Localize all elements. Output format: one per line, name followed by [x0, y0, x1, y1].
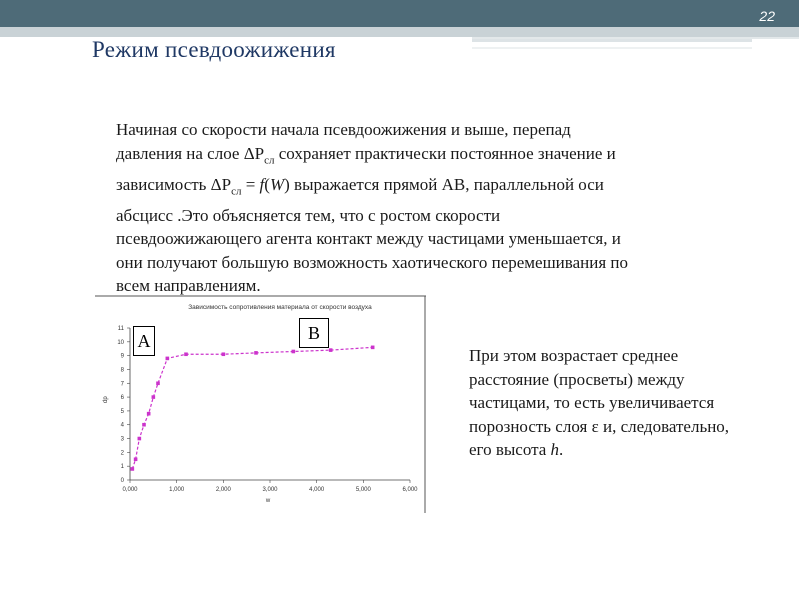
- side-paragraph: [469, 344, 779, 462]
- y-tick-label: 2: [120, 450, 124, 457]
- x-tick-label: 5,000: [355, 487, 371, 493]
- y-tick-label: 10: [117, 339, 124, 346]
- y-tick-label: 1: [120, 464, 124, 471]
- data-point: [329, 348, 333, 352]
- header-bar: [0, 0, 799, 27]
- y-tick-label: 4: [120, 422, 124, 429]
- data-point: [152, 395, 156, 399]
- side-line-3: частицами, то есть увеличивается: [469, 393, 715, 413]
- side-line-2: расстояние (просветы) между: [469, 369, 685, 389]
- x-tick-label: 3,000: [262, 487, 278, 493]
- data-point: [254, 351, 258, 355]
- side-line-1: При этом возрастает среднее: [469, 346, 679, 365]
- data-point: [147, 412, 151, 416]
- y-tick-label: 7: [120, 381, 124, 388]
- y-tick-label: 6: [120, 395, 124, 402]
- main-line-7: всем направлениям.: [116, 276, 261, 296]
- main-line-2: давления на слое $\Delta Р_{сл}$ сохраняет практически постоянное значение и: [116, 143, 616, 166]
- header-band: [0, 27, 799, 37]
- y-tick-label: 3: [120, 436, 124, 443]
- x-tick-label: 2,000: [215, 487, 231, 493]
- chart-title: Зависимость сопротивления материала от скорости воздуха: [188, 304, 372, 311]
- data-point: [184, 352, 188, 356]
- data-point: [134, 457, 138, 461]
- title-rule-secondary: [472, 47, 752, 49]
- main-line-4: абсцисс .Это объясняется тем, что с ростом скорости: [116, 205, 501, 225]
- data-point: [138, 437, 142, 441]
- data-point: [371, 346, 375, 350]
- main-paragraph: [116, 118, 736, 298]
- data-point: [142, 423, 146, 427]
- x-axis-label: w: [265, 498, 271, 504]
- point-b-label: В: [299, 318, 329, 348]
- x-tick-label: 0,000: [122, 487, 138, 493]
- data-point: [156, 381, 160, 385]
- data-point: [292, 350, 296, 354]
- y-tick-label: 8: [120, 367, 124, 374]
- x-tick-label: 6,000: [402, 487, 418, 493]
- x-tick-label: 1,000: [169, 487, 185, 493]
- main-line-1: Начиная со скорости начала псевдоожижения и выше, перепад: [116, 120, 571, 139]
- side-line-4: порозность слоя ε и, следовательно,: [469, 416, 730, 436]
- main-line-6: они получают большую возможность хаотического перемешивания по: [116, 252, 628, 272]
- x-tick-label: 4,000: [309, 487, 325, 493]
- point-a-label: А: [133, 326, 155, 356]
- title-rule: [472, 39, 752, 42]
- data-point: [166, 357, 170, 361]
- slide-title: Режим псевдоожижения: [92, 37, 336, 62]
- y-axis-label: dp: [103, 396, 109, 403]
- y-tick-label: 5: [120, 408, 124, 415]
- page-number: 22: [759, 8, 775, 24]
- main-line-5: псевдоожижающего агента контакт между частицами уменьшается, и: [116, 229, 621, 249]
- y-tick-label: 11: [117, 326, 124, 332]
- data-point: [222, 352, 226, 356]
- side-line-5: его высота h.: [469, 440, 564, 460]
- data-point: [131, 467, 135, 471]
- y-tick-label: 0: [120, 478, 124, 484]
- main-line-3: зависимость $\Delta Р_{сл} = f(W)$ выражается прямой АВ, параллельной оси: [116, 174, 604, 197]
- y-tick-label: 9: [120, 353, 124, 360]
